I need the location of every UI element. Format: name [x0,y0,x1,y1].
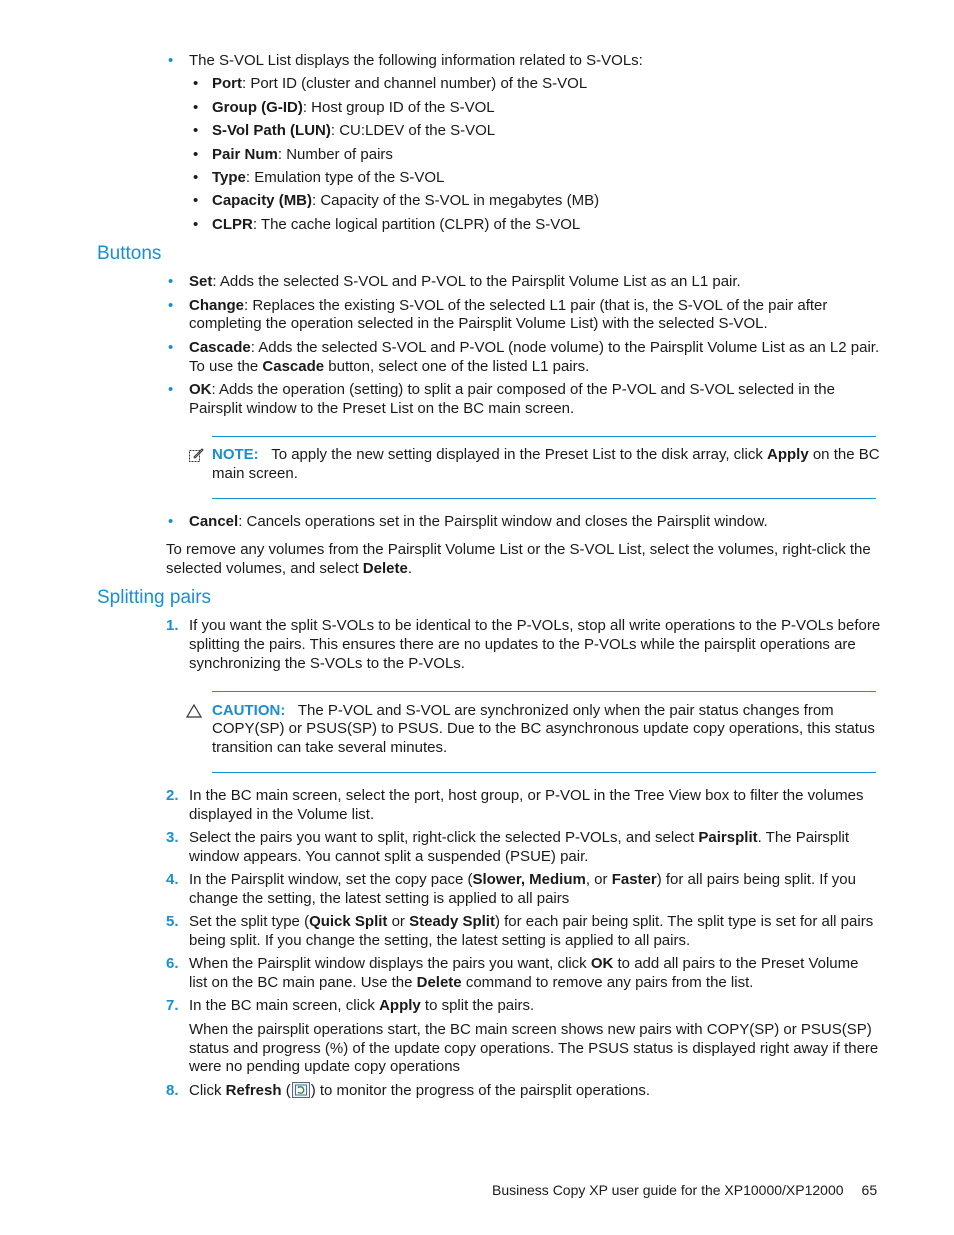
step-2-cont: displayed in the Volume list. [189,806,375,823]
step-number: 4. [166,871,179,888]
cascade-description-cont: To use the Cascade button, select one of the listed L1 pairs. [189,358,590,375]
step-1-cont: splitting the pairs. This ensures there are no updates to the P-VOLs while the pairsplit operations are [189,636,856,653]
list-item: Capacity (MB): Capacity of the S-VOL in megabytes (MB) [212,192,600,209]
caution-top-rule [212,691,876,692]
caution-bottom-rule [212,772,876,773]
note-bottom-rule [212,498,876,499]
step-number: 5. [166,913,179,930]
section-heading-buttons: Buttons [97,243,162,264]
ok-description-cont: Pairsplit window to the Preset List on the BC main screen. [189,400,575,417]
step-7-paragraph-cont: were no pending update copy operations [189,1058,461,1075]
step-2: In the BC main screen, select the port, host group, or P-VOL in the Tree View box to filter the volumes [189,787,864,804]
bullet: • [193,169,199,186]
note-text: NOTE: To apply the new setting displayed in the Preset List to the disk array, click Apply on the BC [212,446,880,463]
step-number: 7. [166,997,179,1014]
step-1-cont: synchronizing the S-VOLs to the P-VOLs. [189,655,465,672]
bullet: • [168,273,174,290]
bullet: • [193,192,199,209]
page-number: 65 [861,1182,878,1198]
list-item: Type: Emulation type of the S-VOL [212,169,445,186]
set-description: Set: Adds the selected S-VOL and P-VOL to the Pairsplit Volume List as an L1 pair. [189,273,741,290]
bullet: • [193,122,199,139]
caution-text-cont: transition can take several minutes. [212,739,448,756]
step-number: 2. [166,787,179,804]
bullet: • [193,99,199,116]
caution-text-cont: COPY(SP) or PSUS(SP) to PSUS. Due to the BC asynchronous update copy operations, this status [212,720,875,737]
step-number: 3. [166,829,179,846]
step-number: 6. [166,955,179,972]
step-number: 1. [166,617,179,634]
step-5: Set the split type (Quick Split or Steady Split) for each pair being split. The split type is set for all pairs [189,913,874,930]
step-5-cont: being split. If you change the setting, the latest setting is applied to all pairs. [189,932,691,949]
step-3: Select the pairs you want to split, right-click the selected P-VOLs, and select Pairsplit. The Pairsplit [189,829,850,846]
bullet: • [168,297,174,314]
step-3-cont: window appears. You cannot split a suspended (PSUE) pair. [189,848,589,865]
footer [492,1181,877,1199]
note-icon [188,447,204,463]
step-4: In the Pairsplit window, set the copy pace (Slower, Medium, or Faster) for all pairs being split. If you [189,871,856,888]
caution-text: CAUTION: The P-VOL and S-VOL are synchronized only when the pair status changes from [212,702,834,719]
step-7: In the BC main screen, click Apply to split the pairs. [189,997,535,1014]
list-item: Group (G-ID): Host group ID of the S-VOL [212,99,495,116]
step-7-paragraph: When the pairsplit operations start, the BC main screen shows new pairs with COPY(SP) or PSUS(SP) [189,1021,872,1038]
step-6: When the Pairsplit window displays the pairs you want, click OK to add all pairs to the Preset Volume [189,955,859,972]
bullet: • [193,146,199,163]
change-description-cont: completing the operation selected in the Pairsplit Volume List) with the selected S-VOL. [189,315,768,332]
step-6-cont: list on the BC main pane. Use the Delete command to remove any pairs from the list. [189,974,754,991]
list-item: CLPR: The cache logical partition (CLPR) of the S-VOL [212,216,581,233]
svol-intro: The S-VOL List displays the following information related to S-VOLs: [189,52,643,69]
refresh-icon [292,1082,310,1098]
step-number: 8. [166,1082,179,1099]
bullet: • [168,52,174,69]
step-4-cont: change the setting, the latest setting is applied to all pairs [189,890,570,907]
remove-paragraph: To remove any volumes from the Pairsplit Volume List or the S-VOL List, select the volumes, right-click the [166,541,871,558]
bullet: • [168,381,174,398]
note-text-cont: main screen. [212,465,298,482]
step-7-paragraph-cont: status and progress (%) of the update copy operations. The PSUS status is displayed right away if there [189,1040,879,1057]
bullet: • [168,513,174,530]
list-item: S-Vol Path (LUN): CU:LDEV of the S-VOL [212,122,496,139]
caution-triangle-icon [186,703,202,719]
note-label: NOTE: [212,446,259,463]
step-8: Click Refresh ( ) to monitor the progress of the pairsplit operations. [189,1082,651,1099]
footer-title: Business Copy XP user guide for the XP10000/XP12000 [492,1182,844,1198]
caution-label: CAUTION: [212,702,286,719]
note-top-rule [212,436,876,437]
cascade-description: Cascade: Adds the selected S-VOL and P-VOL (node volume) to the Pairsplit Volume List as an L2 pair. [189,339,880,356]
remove-paragraph-cont: selected volumes, and select Delete. [166,560,412,577]
bullet: • [193,216,199,233]
change-description: Change: Replaces the existing S-VOL of the selected L1 pair (that is, the S-VOL of the pair after [189,297,828,314]
section-heading-splitting-pairs: Splitting pairs [97,587,212,608]
list-item: Pair Num: Number of pairs [212,146,393,163]
list-item: Port: Port ID (cluster and channel number) of the S-VOL [212,75,588,92]
bullet: • [193,75,199,92]
cancel-description: Cancel: Cancels operations set in the Pairsplit window and closes the Pairsplit window. [189,513,768,530]
bullet: • [168,339,174,356]
ok-description: OK: Adds the operation (setting) to split a pair composed of the P-VOL and S-VOL selected in the [189,381,835,398]
step-1: If you want the split S-VOLs to be identical to the P-VOLs, stop all write operations to the P-VOLs before [189,617,881,634]
